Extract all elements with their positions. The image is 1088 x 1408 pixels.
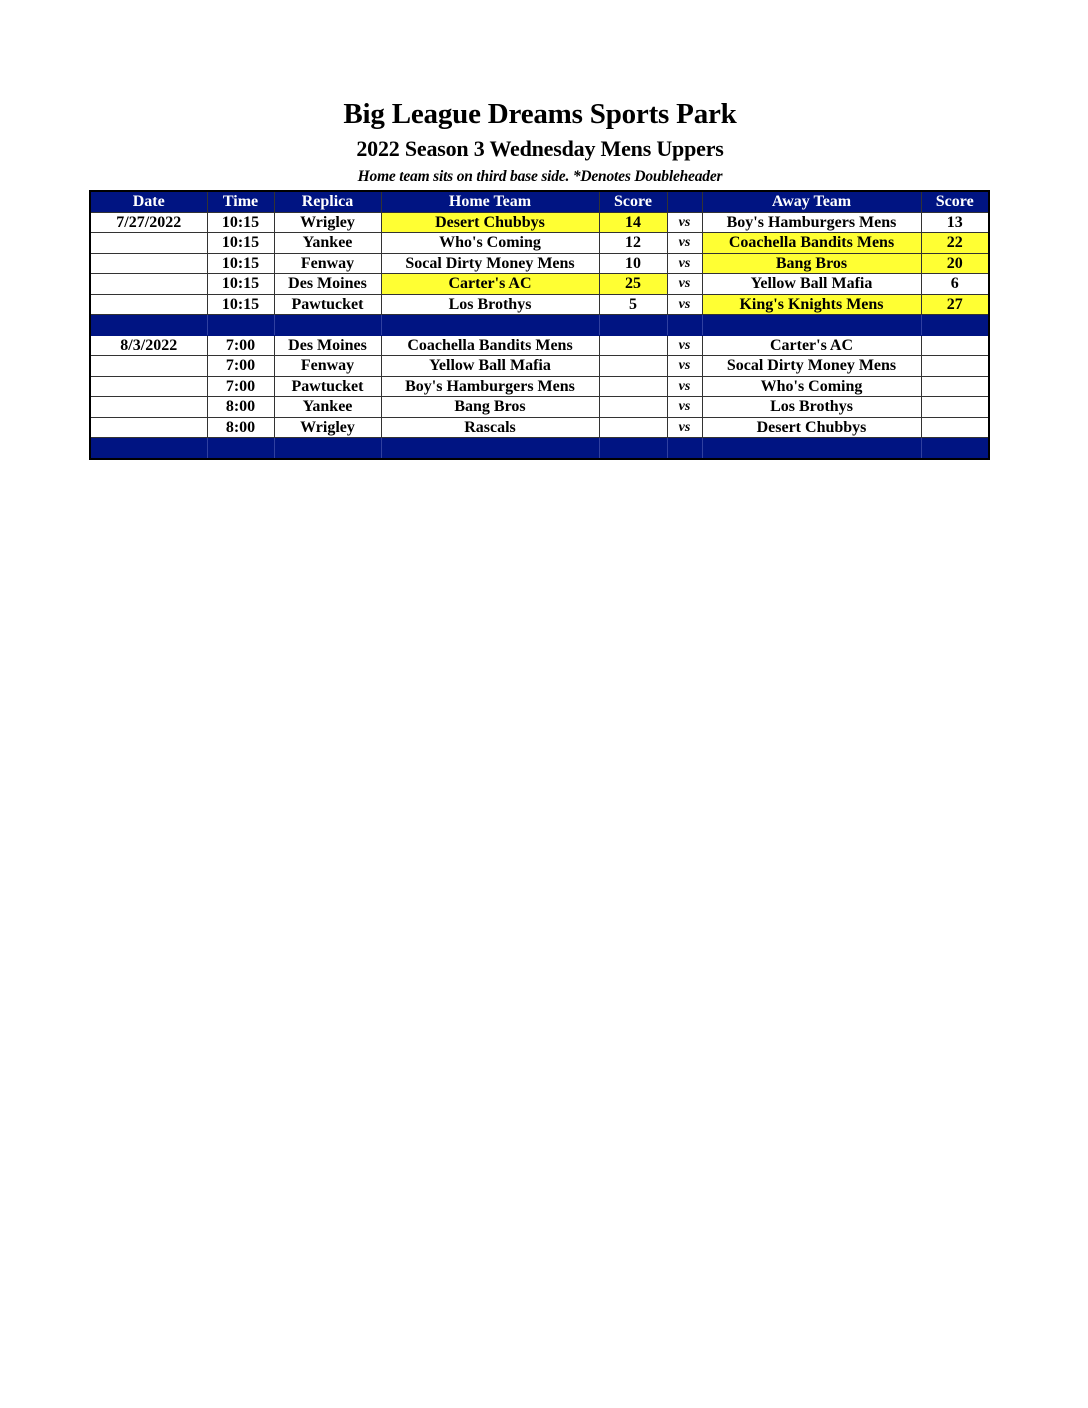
cell-away-score — [921, 417, 989, 438]
cell-away-score — [921, 335, 989, 356]
cell-date — [90, 356, 207, 377]
cell-home-team: Who's Coming — [381, 233, 599, 254]
table-row — [90, 335, 989, 356]
cell-time: 7:00 — [207, 356, 274, 377]
cell-away-team: Boy's Hamburgers Mens — [702, 212, 921, 233]
col-header-away-team: Away Team — [702, 191, 921, 212]
cell-date: 8/3/2022 — [90, 335, 207, 356]
cell-vs: vs — [667, 376, 702, 397]
separator-cell — [702, 438, 921, 459]
cell-replica: Des Moines — [274, 274, 381, 295]
cell-home-team: Yellow Ball Mafia — [381, 356, 599, 377]
cell-home-score: 5 — [599, 294, 667, 315]
cell-home-score — [599, 335, 667, 356]
table-row — [90, 274, 989, 295]
cell-home-team: Coachella Bandits Mens — [381, 335, 599, 356]
separator-cell — [921, 438, 989, 459]
week-separator-row — [90, 438, 989, 459]
cell-replica: Fenway — [274, 253, 381, 274]
col-header-time: Time — [207, 191, 274, 212]
cell-date — [90, 376, 207, 397]
schedule-note: Home team sits on third base side. *Denotes Doubleheader — [357, 168, 723, 185]
cell-home-score: 10 — [599, 253, 667, 274]
schedule-body — [90, 212, 989, 459]
separator-cell — [90, 315, 207, 336]
cell-away-score: 22 — [921, 233, 989, 254]
schedule-table — [89, 190, 990, 460]
cell-home-score — [599, 417, 667, 438]
cell-away-team: Yellow Ball Mafia — [702, 274, 921, 295]
page-title: Big League Dreams Sports Park — [343, 98, 737, 130]
cell-away-team: Socal Dirty Money Mens — [702, 356, 921, 377]
cell-away-team: Los Brothys — [702, 397, 921, 418]
separator-cell — [90, 438, 207, 459]
cell-home-team: Rascals — [381, 417, 599, 438]
cell-away-team: Who's Coming — [702, 376, 921, 397]
cell-date — [90, 294, 207, 315]
separator-cell — [599, 315, 667, 336]
table-row — [90, 233, 989, 254]
separator-cell — [667, 315, 702, 336]
cell-home-team: Bang Bros — [381, 397, 599, 418]
cell-home-team: Socal Dirty Money Mens — [381, 253, 599, 274]
cell-replica: Fenway — [274, 356, 381, 377]
cell-time: 7:00 — [207, 376, 274, 397]
cell-time: 10:15 — [207, 274, 274, 295]
cell-date — [90, 253, 207, 274]
separator-cell — [381, 315, 599, 336]
cell-home-score — [599, 356, 667, 377]
cell-away-score: 6 — [921, 274, 989, 295]
cell-time: 10:15 — [207, 233, 274, 254]
cell-replica: Pawtucket — [274, 376, 381, 397]
cell-home-team: Carter's AC — [381, 274, 599, 295]
cell-away-team: King's Knights Mens — [702, 294, 921, 315]
separator-cell — [667, 438, 702, 459]
col-header-date: Date — [90, 191, 207, 212]
separator-cell — [207, 315, 274, 336]
cell-away-score — [921, 376, 989, 397]
cell-replica: Yankee — [274, 233, 381, 254]
col-header-replica: Replica — [274, 191, 381, 212]
separator-cell — [599, 438, 667, 459]
cell-vs: vs — [667, 397, 702, 418]
cell-away-score: 13 — [921, 212, 989, 233]
cell-away-team: Bang Bros — [702, 253, 921, 274]
separator-cell — [274, 438, 381, 459]
cell-home-score — [599, 397, 667, 418]
cell-time: 10:15 — [207, 212, 274, 233]
cell-home-team: Desert Chubbys — [381, 212, 599, 233]
table-row — [90, 212, 989, 233]
col-header-home-score: Score — [599, 191, 667, 212]
cell-replica: Des Moines — [274, 335, 381, 356]
cell-vs: vs — [667, 233, 702, 254]
cell-away-score — [921, 356, 989, 377]
cell-away-team: Desert Chubbys — [702, 417, 921, 438]
page-subtitle: 2022 Season 3 Wednesday Mens Uppers — [356, 136, 724, 161]
separator-cell — [207, 438, 274, 459]
cell-vs: vs — [667, 294, 702, 315]
cell-time: 10:15 — [207, 253, 274, 274]
cell-date — [90, 274, 207, 295]
separator-cell — [921, 315, 989, 336]
cell-vs: vs — [667, 335, 702, 356]
cell-vs: vs — [667, 417, 702, 438]
table-row — [90, 417, 989, 438]
cell-date — [90, 397, 207, 418]
cell-home-team: Los Brothys — [381, 294, 599, 315]
col-header-home-team: Home Team — [381, 191, 599, 212]
col-header-vs — [667, 191, 702, 212]
cell-vs: vs — [667, 212, 702, 233]
cell-date — [90, 233, 207, 254]
separator-cell — [702, 315, 921, 336]
cell-home-score: 14 — [599, 212, 667, 233]
cell-time: 8:00 — [207, 417, 274, 438]
table-row — [90, 376, 989, 397]
table-row — [90, 294, 989, 315]
cell-away-score: 27 — [921, 294, 989, 315]
cell-vs: vs — [667, 274, 702, 295]
cell-time: 10:15 — [207, 294, 274, 315]
cell-replica: Pawtucket — [274, 294, 381, 315]
cell-away-team: Carter's AC — [702, 335, 921, 356]
cell-home-team: Boy's Hamburgers Mens — [381, 376, 599, 397]
table-row — [90, 253, 989, 274]
col-header-away-score: Score — [921, 191, 989, 212]
cell-replica: Wrigley — [274, 417, 381, 438]
cell-away-score — [921, 397, 989, 418]
cell-vs: vs — [667, 253, 702, 274]
cell-time: 7:00 — [207, 335, 274, 356]
cell-away-team: Coachella Bandits Mens — [702, 233, 921, 254]
table-row — [90, 397, 989, 418]
separator-cell — [381, 438, 599, 459]
cell-home-score — [599, 376, 667, 397]
cell-away-score: 20 — [921, 253, 989, 274]
cell-date — [90, 417, 207, 438]
cell-home-score: 25 — [599, 274, 667, 295]
cell-replica: Yankee — [274, 397, 381, 418]
cell-replica: Wrigley — [274, 212, 381, 233]
table-row — [90, 356, 989, 377]
header-row — [90, 191, 989, 212]
cell-date: 7/27/2022 — [90, 212, 207, 233]
cell-vs: vs — [667, 356, 702, 377]
week-separator-row — [90, 315, 989, 336]
separator-cell — [274, 315, 381, 336]
cell-time: 8:00 — [207, 397, 274, 418]
cell-home-score: 12 — [599, 233, 667, 254]
